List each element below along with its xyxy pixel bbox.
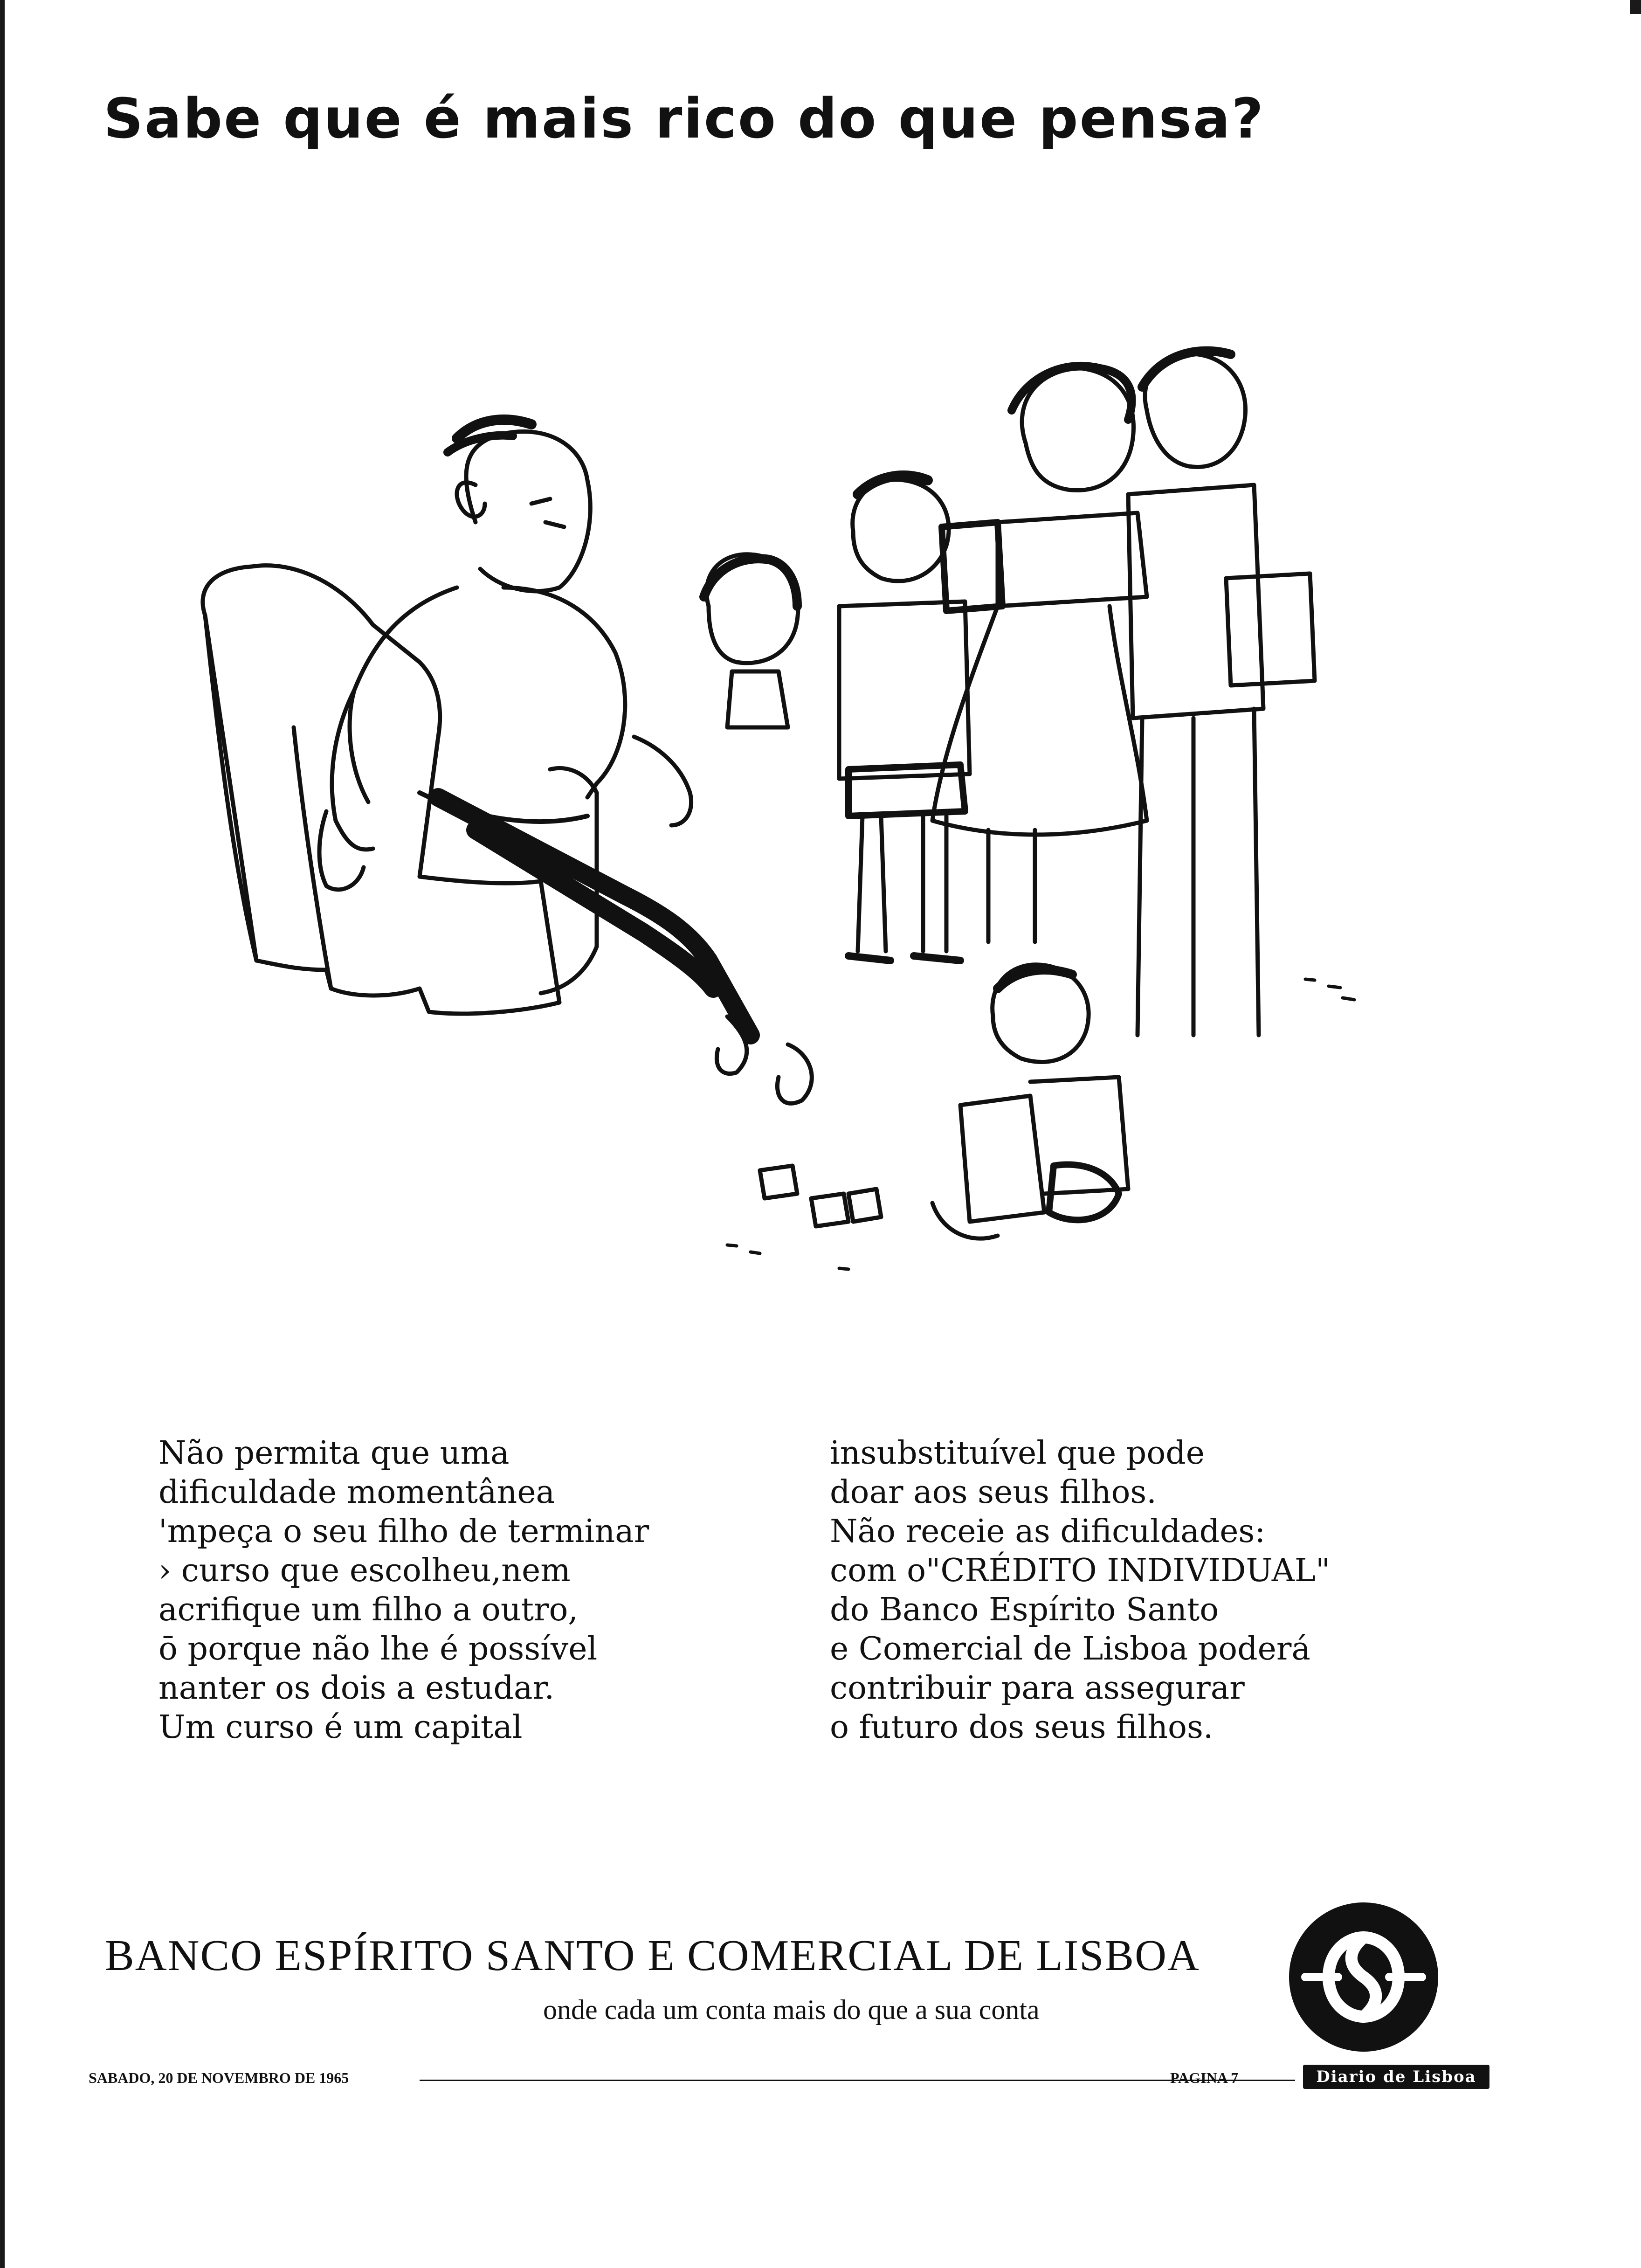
body-line: 'mpeça o seu filho de terminar xyxy=(159,1513,649,1550)
body-line: nanter os dois a estudar. xyxy=(159,1670,555,1707)
page-edge-left xyxy=(0,0,5,2268)
bank-monogram-logo-icon xyxy=(1287,1900,1441,2054)
father-drawing xyxy=(1128,351,1315,1035)
body-text-left-column xyxy=(159,1434,649,1747)
boy-drawing xyxy=(839,476,970,961)
girl-drawing xyxy=(704,554,798,727)
toddler-drawing xyxy=(932,965,1128,1238)
body-line: e Comercial de Lisboa poderá xyxy=(830,1631,1310,1667)
body-line: o futuro dos seus filhos. xyxy=(830,1709,1214,1746)
toy-blocks-drawing xyxy=(760,1166,881,1226)
body-line: › curso que escolheu,nem xyxy=(159,1552,571,1589)
footer-rule xyxy=(420,2080,1270,2081)
bank-slogan: onde cada um conta mais do que a sua conta xyxy=(543,1994,1040,2025)
body-line: com o"CRÉDITO INDIVIDUAL" xyxy=(830,1552,1331,1589)
body-line: acrifique um filho a outro, xyxy=(159,1591,579,1628)
body-line: Um curso é um capital xyxy=(159,1709,523,1746)
body-line: Não receie as dificuldades: xyxy=(830,1513,1266,1550)
family-illustration xyxy=(177,326,1380,1282)
body-line: do Banco Espírito Santo xyxy=(830,1591,1219,1628)
page-edge-right xyxy=(1630,0,1641,14)
body-line: ō porque não lhe é possível xyxy=(159,1631,598,1667)
footer-rule-short xyxy=(1267,2080,1295,2081)
body-line: Não permita que uma xyxy=(159,1435,510,1472)
body-text-right-column xyxy=(830,1434,1330,1747)
body-line: insubstituível que pode xyxy=(830,1435,1205,1472)
body-line: dificuldade momentânea xyxy=(159,1474,555,1511)
seated-man-drawing xyxy=(319,420,812,1103)
body-line: contribuir para assegurar xyxy=(830,1670,1245,1707)
footer-date: SABADO, 20 DE NOVEMBRO DE 1965 xyxy=(89,2069,349,2086)
footer-page-number: PAGINA 7 xyxy=(1170,2069,1239,2086)
headline: Sabe que é mais rico do que pensa? xyxy=(103,86,1265,151)
bank-name: BANCO ESPÍRITO SANTO E COMERCIAL DE LISBOA xyxy=(105,1931,1200,1980)
body-line: doar aos seus filhos. xyxy=(830,1474,1157,1511)
page-footer xyxy=(89,2065,1496,2091)
newspaper-masthead: Diario de Lisboa xyxy=(1303,2065,1489,2089)
armchair-drawing xyxy=(203,566,597,1014)
